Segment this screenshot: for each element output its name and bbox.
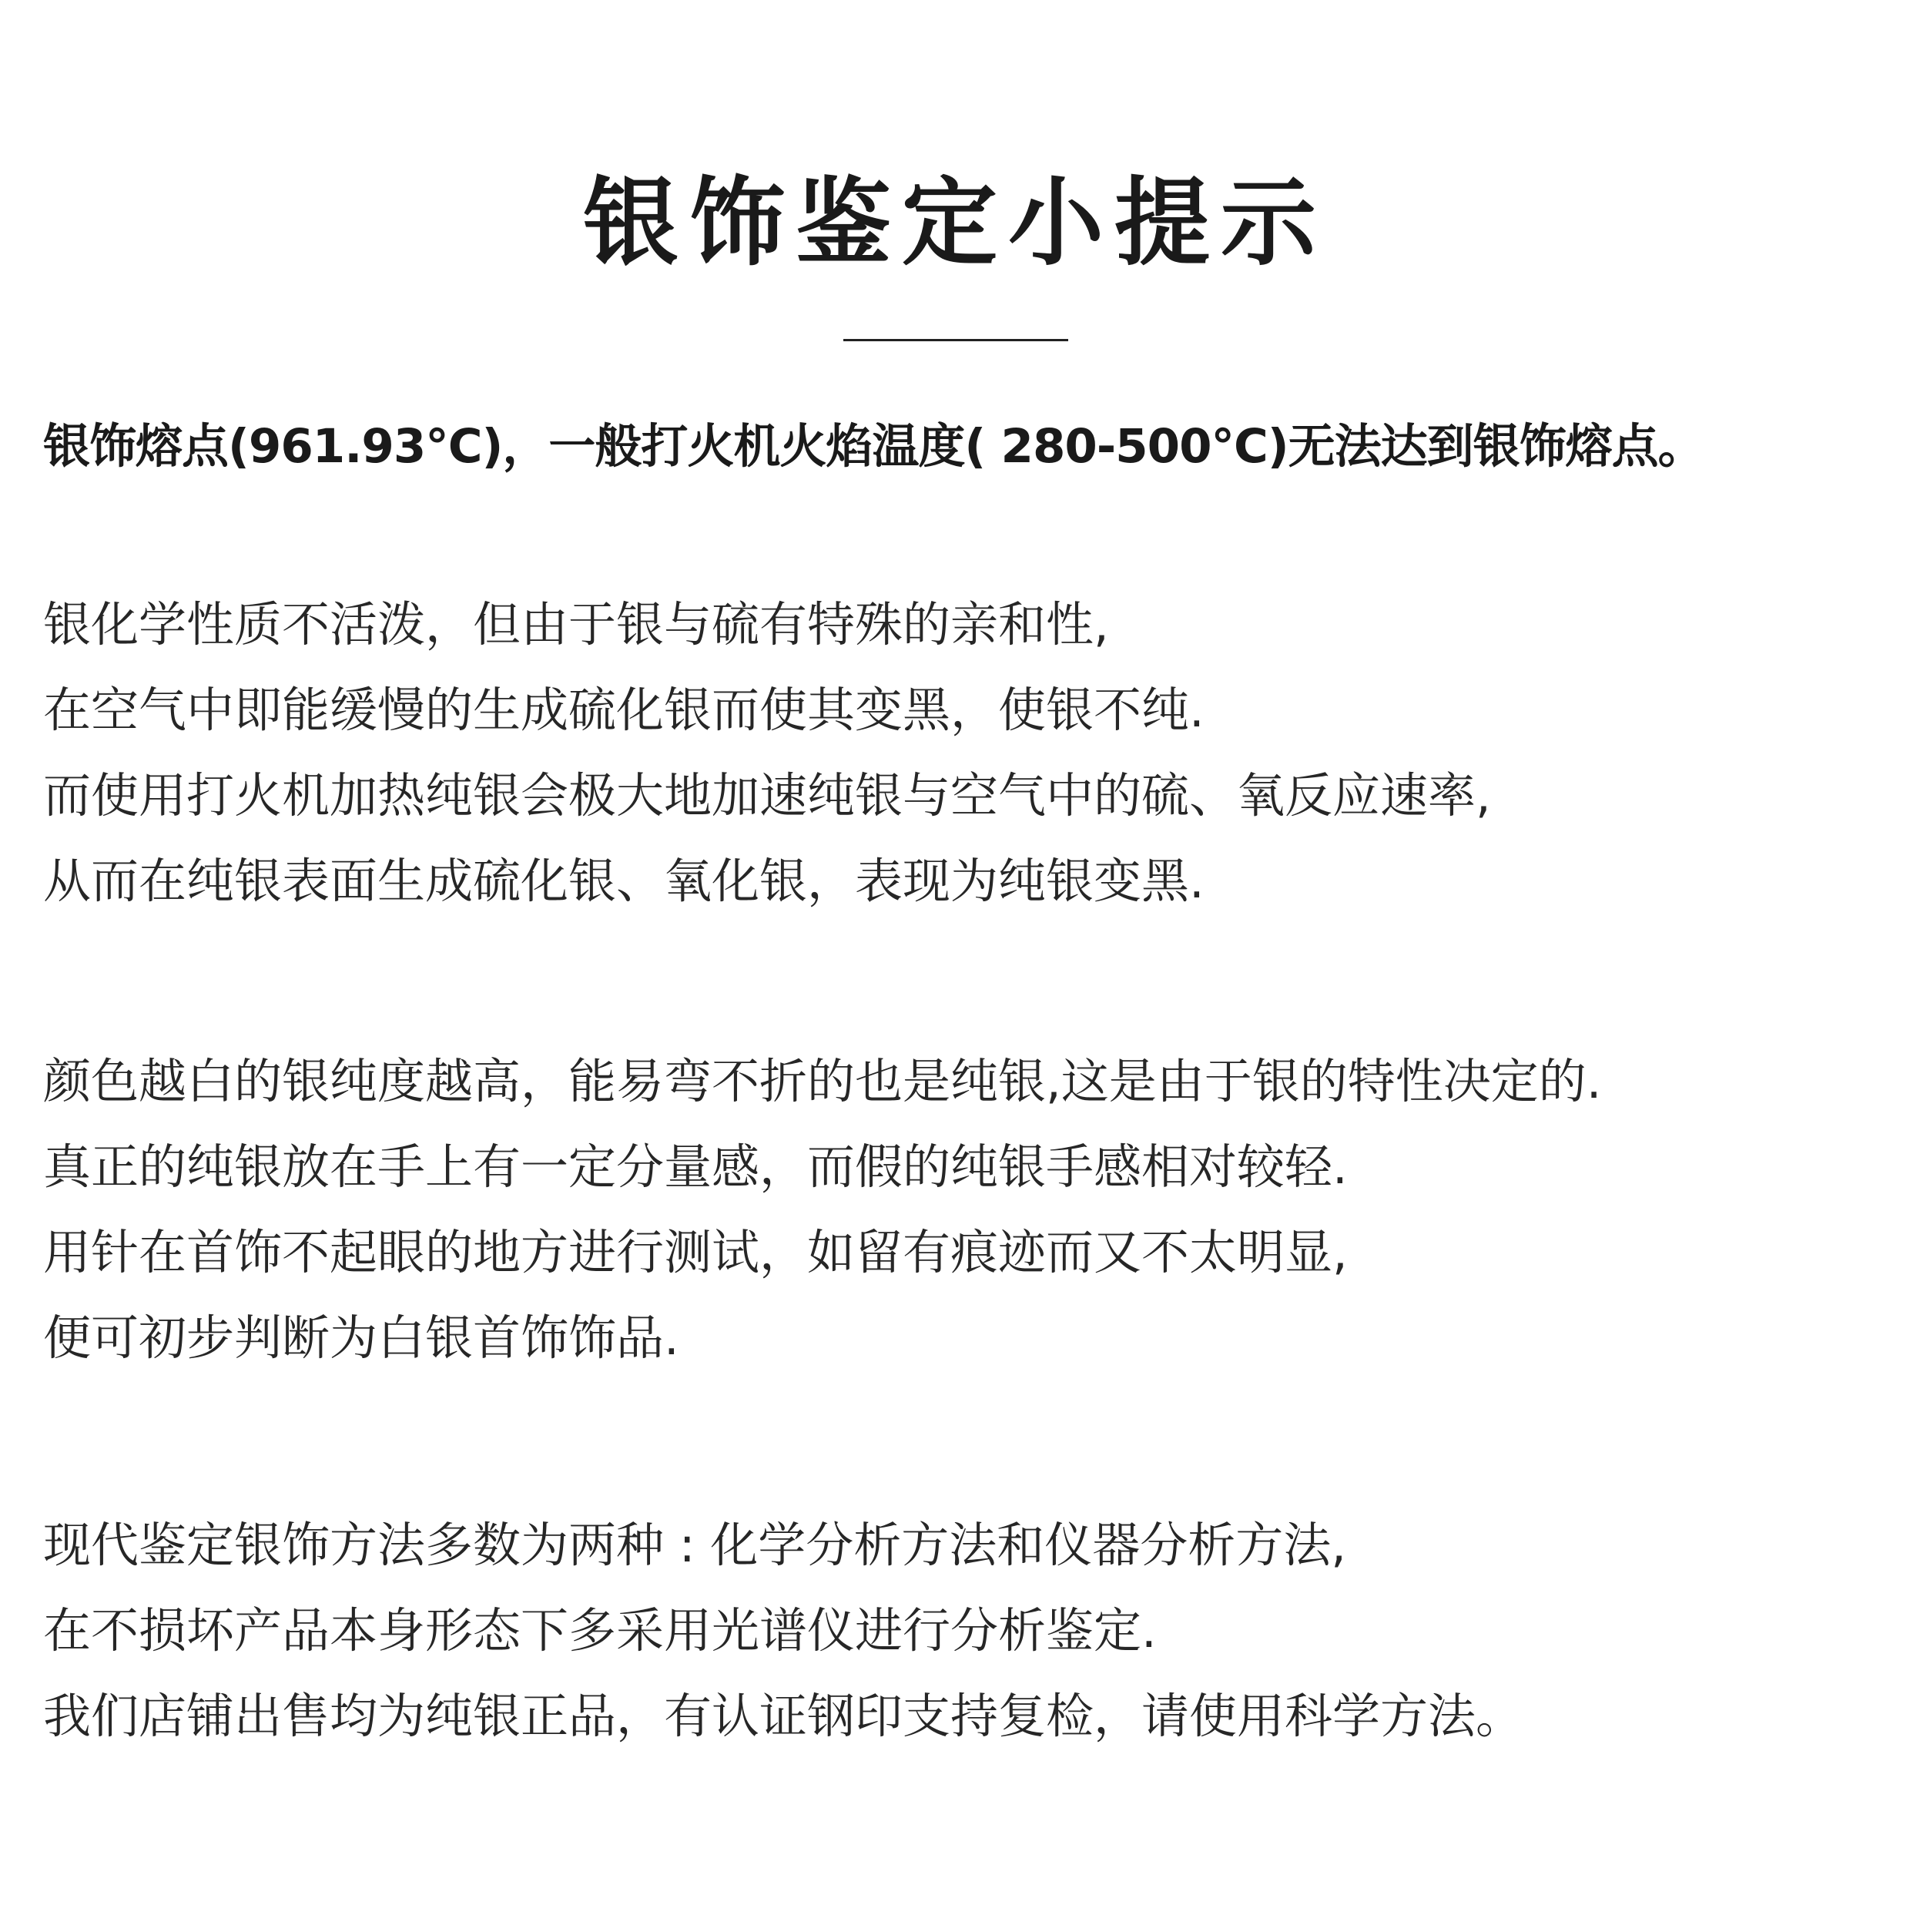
paragraph-line: 真正的纯银放在手上有一定分量感，而假的纯银手感相对较轻. — [43, 1139, 1348, 1195]
paragraph-line: 在不损坏产品本身形态下多采用光谱仪进行分析鉴定. — [43, 1602, 1157, 1659]
paragraph-line: 用针在首饰不起眼的地方进行测试，如留有痕迹而又不太明显, — [43, 1224, 1348, 1280]
paragraph-line: 而使用打火机加热纯银会极大地加速纯银与空气中的硫、氧反应速率, — [43, 767, 1491, 823]
paragraph-modern-methods — [43, 1502, 1523, 1759]
paragraph-line: 在空气中即能缓慢的生成硫化银而使其变黑，使银不纯. — [43, 682, 1205, 738]
melting-point-lead: 银饰熔点(961.93°C)，一般打火机火焰温度( 280-500°C)无法达到银饰熔点。 — [43, 419, 1704, 474]
paragraph-chemistry — [43, 582, 1491, 924]
paragraph-line: 颜色越白的银纯度越高，能易弯不折的也是纯银,这是由于银的特性决定的. — [43, 1053, 1602, 1109]
paragraph-line: 现代鉴定银饰方法多数为两种 : 化学分析方法和仪器分析方法, — [43, 1517, 1347, 1573]
paragraph-line: 便可初步判断为白银首饰饰品. — [43, 1310, 679, 1366]
paragraph-line: 银化学性质不活泼，但由于银与硫有特殊的亲和性, — [43, 596, 1109, 652]
title-divider — [843, 339, 1068, 341]
paragraph-line: 从而在纯银表面生成硫化银、氧化银，表现为纯银变黑. — [43, 853, 1205, 909]
paragraph-physical-checks — [43, 1038, 1601, 1380]
paragraph-line: 我们店铺出售均为纯银正品，有认证钢印支持复检，请使用科学方法。 — [43, 1688, 1524, 1744]
page-title: 银饰鉴定小提示 — [582, 168, 1327, 279]
